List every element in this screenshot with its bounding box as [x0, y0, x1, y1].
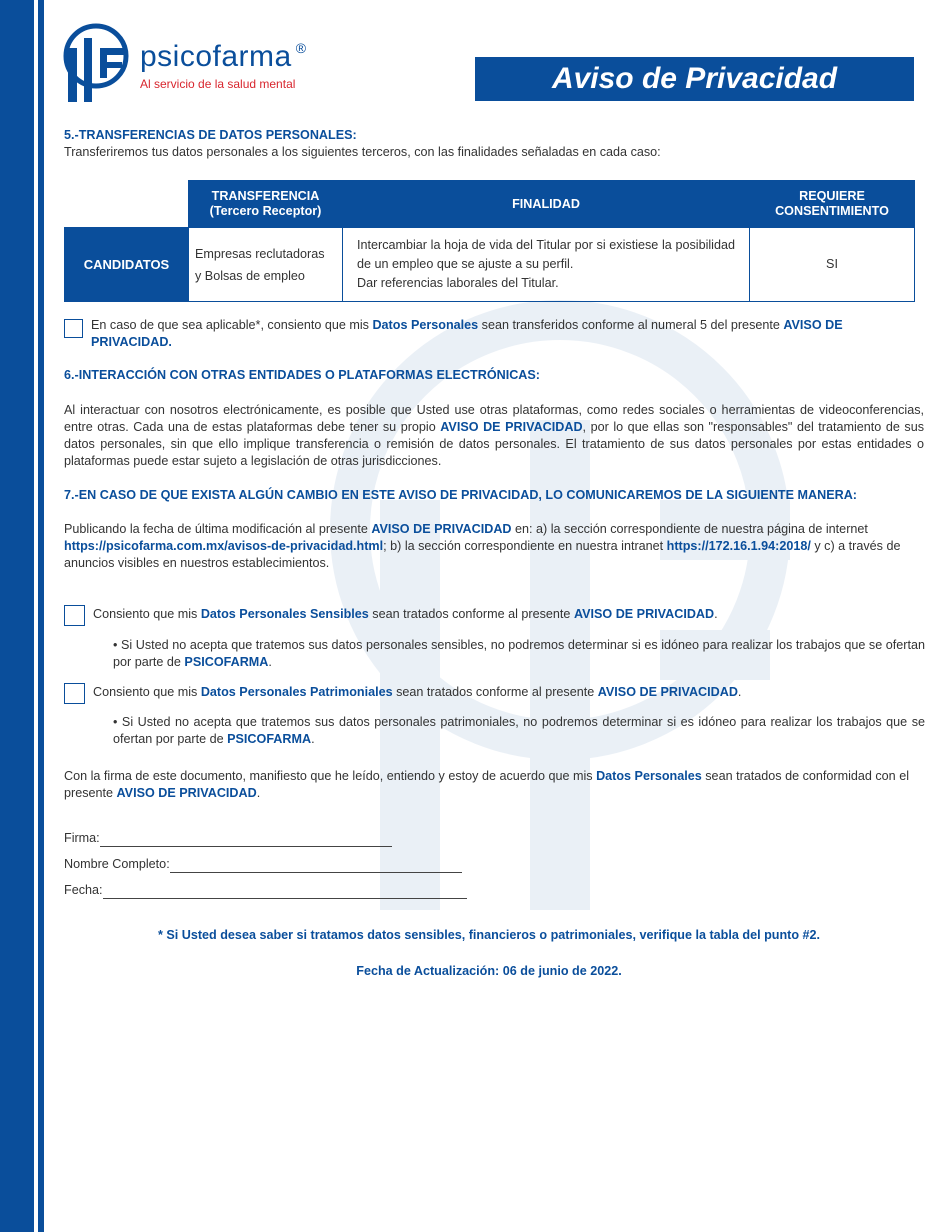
brand-name: [140, 40, 307, 74]
section7-paragraph: [64, 521, 924, 572]
paragraph-text: Al interactuar con nosotros electrónicamente, es posible que Usted use otras plataformas, como redes sociales o herramientas de videoconferencias, entre otras. Cada una de estas plataformas debe tener su propio: [64, 403, 924, 434]
website-link[interactable]: https://psicofarma.com.mx/avisos-de-privacidad.html: [64, 539, 384, 553]
left-sidebar-line: [38, 0, 44, 1232]
patrimoniales-bullet: [113, 714, 925, 748]
section7-heading: 7.-EN CASO DE QUE EXISTA ALGÚN CAMBIO EN ESTE AVISO DE PRIVACIDAD, LO COMUNICAREMOS DE LA SIGUIENTE MANERA:: [64, 488, 857, 502]
col1-header-line2: (Tercero Receptor): [209, 204, 322, 218]
transfer-table: [64, 180, 915, 302]
consent-bold: AVISO DE PRIVACIDAD: [597, 685, 738, 699]
brand-tagline: Al servicio de la salud mental: [140, 77, 296, 91]
section6-heading: 6.-INTERACCIÓN CON OTRAS ENTIDADES O PLATAFORMAS ELECTRÓNICAS:: [64, 368, 540, 382]
transfer-table-header-row: [65, 181, 915, 228]
consent-text: sean tratados conforme al presente: [392, 685, 598, 699]
closing-paragraph: [64, 768, 924, 802]
consent-text: Consiento que mis: [93, 685, 201, 699]
paragraph-text: en: a) la sección correspondiente de nuestra página de internet: [511, 522, 868, 536]
consent-bold: Datos Personales Patrimoniales: [200, 685, 393, 699]
paragraph-text: Con la firma de este documento, manifiesto que he leído, entiendo y estoy de acuerdo que mis: [64, 769, 597, 783]
table-row: [65, 228, 915, 302]
paragraph-bold: Datos Personales: [596, 769, 702, 783]
consent-text: .: [737, 685, 742, 699]
paragraph-text: y c) a través de anuncios visibles en nuestros establecimientos.: [64, 539, 901, 570]
bullet-text: • Si Usted no acepta que tratemos sus datos personales patrimoniales, no podremos determinar si es idóneo para realizar los trabajos que se ofertan por parte de: [113, 715, 925, 746]
col-requiere-header: [750, 181, 915, 228]
firma-field: [64, 830, 392, 847]
bullet-bold: PSICOFARMA: [184, 655, 269, 669]
footer-note: * Si Usted desea saber si tratamos datos sensibles, financieros o patrimoniales, verifique la tabla del punto #2.: [157, 928, 821, 942]
nombre-line[interactable]: [170, 859, 462, 873]
bullet-text: • Si Usted no acepta que tratemos sus datos personales sensibles, no podremos determinar si es idóneo para realizar los trabajos que se ofertan por parte de: [113, 638, 925, 669]
receptor-line2: y Bolsas de empleo: [195, 268, 305, 283]
col-finalidad-header: FINALIDAD: [343, 181, 750, 228]
paragraph-bold: AVISO DE PRIVACIDAD: [440, 420, 583, 434]
col3-header-line2: CONSENTIMIENTO: [775, 204, 889, 218]
table-blank-corner: [65, 181, 189, 228]
consent-bold: AVISO DE PRIVACIDAD: [573, 607, 715, 621]
fecha-line[interactable]: [103, 885, 467, 899]
fecha-field: [64, 882, 467, 899]
left-sidebar-bar: [0, 0, 34, 1232]
firma-label: Firma:: [64, 831, 100, 845]
psicofarma-logo-icon: [62, 22, 132, 104]
section5-heading: 5.-TRANSFERENCIAS DE DATOS PERSONALES:: [64, 128, 357, 142]
consent-bold: Datos Personales Sensibles: [200, 607, 369, 621]
nombre-label: Nombre Completo:: [64, 857, 170, 871]
receptor-line1: Empresas reclutadoras: [195, 246, 325, 261]
paragraph-bold: AVISO DE PRIVACIDAD: [371, 522, 512, 536]
receptor-cell: [189, 228, 343, 302]
consent-sensibles-checkbox[interactable]: [64, 605, 85, 626]
consent-bold: Datos Personales: [372, 318, 479, 332]
col-transferencia-header: [189, 181, 343, 228]
consent-bold: AVISO DE PRIVACIDAD.: [91, 318, 843, 349]
consent-text: Consiento que mis: [93, 607, 201, 621]
page-title: Aviso de Privacidad: [475, 57, 914, 101]
bullet-bold: PSICOFARMA: [227, 732, 312, 746]
consent-sensibles-text: [93, 606, 928, 623]
consent-text: sean tratados conforme al presente: [368, 607, 574, 621]
bullet-text: .: [311, 732, 315, 746]
paragraph-text: , por lo que ellas son "responsables" del tratamiento de sus datos personales, sin que ello implique transferencia o remisión de datos personales. El tratamiento de sus datos personales por estas entidades o plataformas puede estar sujeto a legislación de otras jurisdicciones.: [64, 420, 924, 468]
requiere-cell: SI: [750, 228, 915, 302]
col3-header-line1: REQUIERE: [799, 189, 865, 203]
consent-transfer-checkbox[interactable]: [64, 319, 83, 338]
paragraph-bold: AVISO DE PRIVACIDAD: [116, 786, 257, 800]
fecha-label: Fecha:: [64, 883, 103, 897]
paragraph-text: .: [256, 786, 261, 800]
paragraph-text: Publicando la fecha de última modificación al presente: [64, 522, 372, 536]
paragraph-text: ; b) la sección correspondiente en nuestra intranet: [383, 539, 667, 553]
finalidad-line1: Intercambiar la hoja de vida del Titular por si existiese la posibilidad de un empleo que se ajuste a su perfil.: [357, 238, 735, 271]
consent-patrimoniales-text: [93, 684, 928, 701]
nombre-field: [64, 856, 462, 873]
consent-patrimoniales-checkbox[interactable]: [64, 683, 85, 704]
consent-text: En caso de que sea aplicable*, consiento que mis: [91, 318, 373, 332]
row-label-candidatos: CANDIDATOS: [65, 228, 189, 302]
finalidad-cell: [343, 228, 750, 302]
finalidad-line2: Dar referencias laborales del Titular.: [357, 276, 559, 290]
consent-text: sean transferidos conforme al numeral 5 del presente: [478, 318, 784, 332]
bullet-text: .: [268, 655, 272, 669]
section5-intro: Transferiremos tus datos personales a los siguientes terceros, con las finalidades señaladas en cada caso:: [64, 145, 661, 159]
update-date: Fecha de Actualización: 06 de junio de 2022.: [356, 964, 622, 978]
brand-name-text: psicofarma: [140, 40, 292, 73]
paragraph-text: sean tratados de conformidad con el presente: [64, 769, 909, 800]
consent-transfer-text: [91, 317, 926, 351]
brand-logo: [62, 22, 332, 108]
col1-header-line1: TRANSFERENCIA: [211, 189, 320, 203]
sensibles-bullet: [113, 637, 925, 671]
registered-mark: ®: [295, 40, 307, 56]
consent-text: .: [714, 607, 718, 621]
intranet-link[interactable]: https://172.16.1.94:2018/: [666, 539, 811, 553]
section6-paragraph: [64, 402, 924, 470]
firma-line[interactable]: [100, 833, 392, 847]
